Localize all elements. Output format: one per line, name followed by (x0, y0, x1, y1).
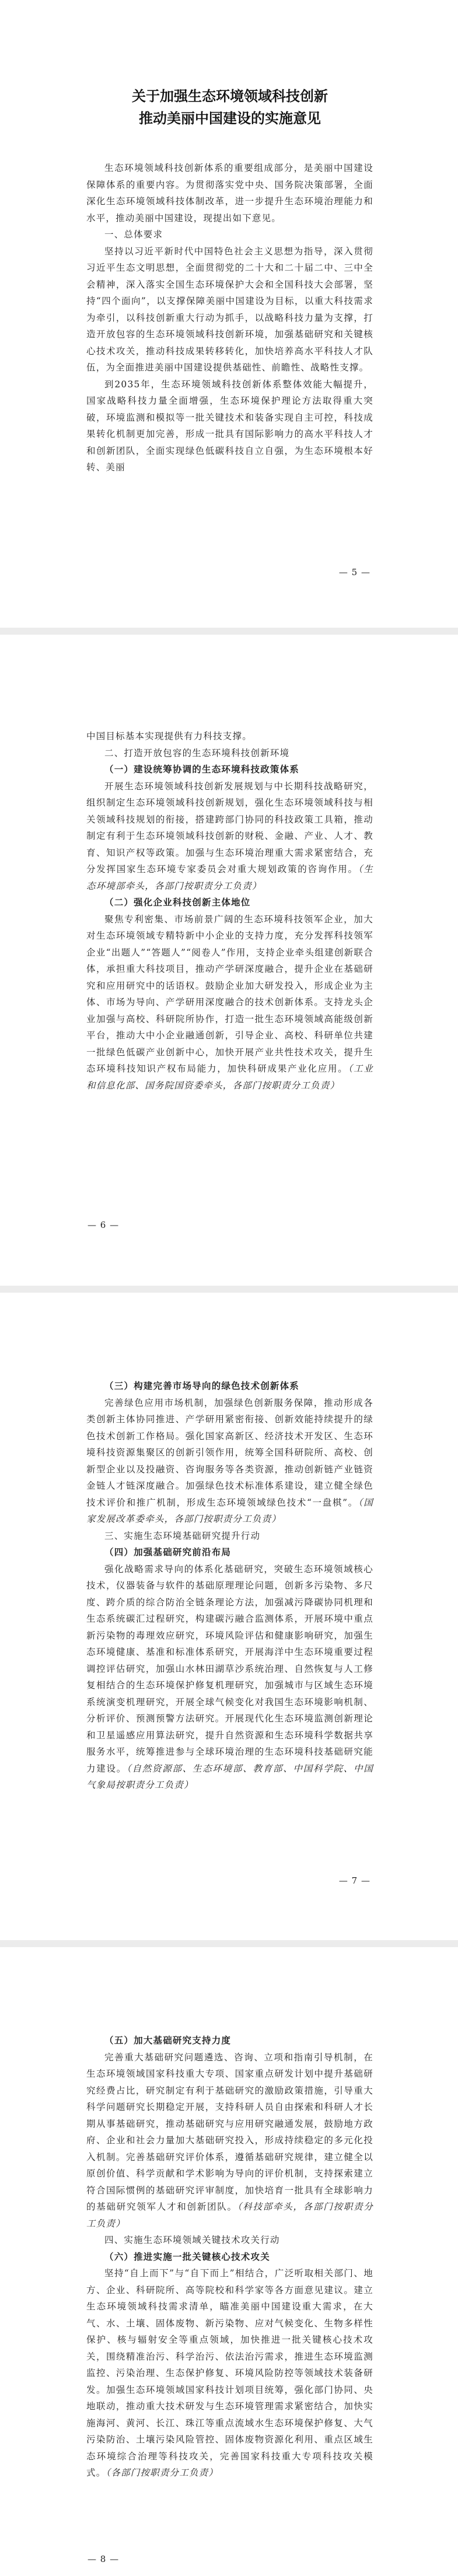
subsection-heading-5: （五）加大基础研究支持力度 (104, 2035, 232, 2046)
page-number: — 6 — (88, 1220, 120, 1230)
subsection-heading-4: （四）加强基础研究前沿布局 (104, 1546, 232, 1558)
page-number: — 8 — (88, 2554, 120, 2564)
paragraph (86, 2049, 373, 2232)
paragraph: 到2035年，生态环境领域科技创新体系整体效能大幅提升，国家战略科技力量全面增强，生态环境保护理论方法取得重大突破，环境监测和模拟等一批关键技术和装备实现自主可控，科技成果转化机制更加完善，形成一批具有国际影响力的高水平科技人才和创新团队，全面实现绿色低碳科技自立自强，为生态环境根本好转、美丽 (86, 379, 373, 473)
subsection-heading-2: （二）强化企业科技创新主体地位 (104, 897, 251, 908)
section-heading-1: 一、总体要求 (104, 229, 163, 240)
paragraph (86, 778, 373, 895)
paragraph (86, 1395, 373, 1528)
responsibility-note: （生态环境部牵头，各部门按职责分工负责） (86, 864, 373, 891)
page-number: — 7 — (338, 1875, 370, 1886)
paragraph (86, 1561, 373, 1794)
section-heading-4: 四、实施生态环境领域关键技术攻关行动 (104, 2235, 280, 2245)
section-heading-3: 三、实施生态环境基础研究提升行动 (104, 1530, 261, 1541)
paragraph: 坚持以习近平新时代中国特色社会主义思想为指导，深入贯彻习近平生态文明思想，全面贯彻党的二十大和二十届二中、三中全会精神，深入落实全国生态环境保护大会和全国科技大会部署，坚持“四个面向”，以支撑保障美丽中国建设为目标，以重大科技需求为牵引，以科技创新重大行动为抓手，以战略科技力量为支撑，打造开放包容的生态环境领域科技创新环境，加强基础研究和关键核心技术攻关，推动科技成果转移转化，加快培养高水平科技人才队伍，为全面推进美丽中国建设提供基础性、前瞻性、战略性支撑。 (86, 246, 373, 373)
page-1 (0, 0, 458, 628)
responsibility-note: （工业和信息化部、国务院国资委牵头，各部门按职责分工负责） (86, 1063, 373, 1091)
page-separator (0, 628, 458, 635)
subsection-heading-3: （三）构建完善市场导向的绿色技术创新体系 (104, 1380, 300, 1391)
document-title (86, 85, 373, 130)
subsection-heading-6: （六）推进实施一批关键核心技术攻关 (104, 2250, 270, 2262)
page-number: — 5 — (338, 567, 370, 578)
section-heading-2: 二、打造开放包容的生态环境科技创新环境 (104, 747, 290, 758)
paragraph-text: 聚焦专利密集、市场前景广阔的生态环境科技领军企业，加大对生态环境领域专精特新中小企业的支持力度，充分发挥科技领军企业“出题人”“答题人”“阅卷人”作用，支持企业牵头组建创新联合体，承担重大科技项目，推动产学研深度融合，提升企业在基础研究和应用研究中的话语权。鼓励企业加大研发投入，形成企业为主体、市场为导向、产学研用深度融合的技术创新体系。支持龙头企业加强与高校、科研院所协作，打造一批生态环境领域高能级创新平台，推动大中小企业融通创新，引导企业、高校、科研单位共建一批绿色低碳产业创新中心，加快开展产业共性技术攻关，提升生态环境科技知识产权布局能力，加快科研成果产业化应用。 (86, 914, 373, 1074)
page-3 (0, 1293, 458, 1940)
paragraph-text: 完善重大基础研究问题遴选、咨询、立项和指南引导机制，在生态环境领域国家科技重大专项、国家重点研发计划中提升基础研究经费占比，研究制定有利于基础研究的激励政策措施，引导重大科学问题研究长期稳定开展，支持科研人员自由探索和科研人才长期从事基础研究，推动基础研究与应用研究融通发展，鼓励地方政府、企业和社会力量加大基础研究投入，形成持续稳定的多元化投入机制。完善基础研究评价体系，遵循基础研究规律，建立健全以原创价值、科学贡献和学术影响为导向的评价机制，支持探索建立符合国际惯例的基础研究评审制度，加快培育一批具有全球影响力的基础研究领军人才和创新团队。 (86, 2052, 373, 2212)
responsibility-note: （自然资源部、生态环境部、教育部、中国科学院、中国气象局按职责分工负责） (86, 1763, 373, 1790)
paragraph-text: 强化战略需求导向的体系化基础研究，突破生态环境领域核心技术，仪器装备与软件的基础原理理论问题，创新多污染物、多尺度、跨介质的综合防治全链条理论方法，加强减污降碳协同机理和生态系统碳汇过程研究，构建碳污融合监测体系，开展环境中重点新污染物的毒理效应研究，环境风险评估和健康影响研究，加强生态环境健康、基准和标准体系研究，开展海洋中生态环境重要过程调控评估研究，加强山水林田湖草沙系统治理、自然恢复与人工修复相结合的生态环境保护修复机理研究，加强城市与区域生态环境系统演变机理研究，开展全球气候变化对我国生态环境影响机制、分析评价、预测预警方法研究。开展现代化生态环境监测创新理论和卫星遥感应用算法研究，提升自然资源和生态环境科学数据共享服务水平，统筹推进参与全球环境治理的生态环境科技基础研究能力建设。 (86, 1563, 373, 1774)
page-separator (0, 1940, 458, 1947)
paragraph (86, 911, 373, 1094)
paragraph-text: 坚持“自上而下”与“自下而上”相结合，广泛听取相关部门、地方、企业、科研院所、高等院校和科学家等各方面意见建议。建立生态环境领域科技需求清单，瞄准美丽中国建设重大需求，在大气、水、土壤、固体废物、新污染物、应对气候变化、生物多样性保护、核与辐射安全等重点领域，加快推进一批关键核心技术攻关，围绕精准治污、科学治污、依法治污需求，推进生态环境监测监控、污染治理、生态保护修复、环境风险防控等领域技术装备研发。加强生态环境领域国家科技计划项目统筹，强化部门协同、央地联动，推动重大技术研发与生态环境管理需求紧密结合，加快实施海河、黄河、长江、珠江等重点流域水生态环境保护修复、大气污染防治、土壤污染风险管控、固体废物资源化利用、重点区域生态环境综合治理等科技攻关，完善国家科技重大专项科技攻关模式。 (86, 2268, 373, 2478)
responsibility-note: （各部门按职责分工负责） (106, 2468, 219, 2478)
responsibility-note: （科技部牵头，各部门按职责分工负责） (86, 2202, 373, 2229)
paragraph-text: 开展生态环境领域科技创新发展规划与中长期科技战略研究，组织制定生态环境领域科技创新规划，强化生态环境领域科技与相关领域科技规划的衔接，搭建跨部门协同的科技政策工具箱，推动制定有利于生态环境领域科技创新的财税、金融、产业、人才、教育、知识产权等政策。加强与生态环境治理重大需求紧密结合，充分发挥国家生态环境专家委员会对重大规划政策的咨询作用。 (86, 780, 373, 874)
paragraph (86, 2265, 373, 2482)
paragraph-text: 完善绿色应用市场机制，加强绿色创新服务保障，推动形成各类创新主体协同推进、产学研用紧密衔接、创新效能持续提升的绿色技术创新工作格局。强化国家高新区、经济技术开发区、生态环境科技资源集聚区的创新引领作用，统筹全国科研院所、高校、创新型企业以及投融资、咨询服务等各类资源，推动创新链产业链资金链人才链深度融合。加强绿色技术标准体系建设，建立健全绿色技术评价和推广机制，形成生态环境领域绿色技术“一盘棋”。 (86, 1397, 373, 1508)
page-2 (0, 635, 458, 1286)
title-line-2: 推动美丽中国建设的实施意见 (139, 110, 321, 127)
responsibility-note: （国家发展改革委牵头，各部门按职责分工负责） (86, 1497, 374, 1524)
page-separator (0, 1286, 458, 1293)
page-4 (0, 1947, 458, 2576)
title-line-1: 关于加强生态环境领域科技创新 (132, 88, 328, 104)
intro-paragraph: 生态环境领域科技创新体系的重要组成部分，是美丽中国建设保障体系的重要内容。为贯彻落实党中央、国务院决策部署，全面深化生态环境领域科技体制改革，进一步提升生态环境治理能力和水平，推动美丽中国建设，现提出如下意见。 (86, 163, 373, 223)
paragraph: 中国目标基本实现提供有力科技支撑。 (86, 731, 252, 741)
subsection-heading-1: （一）建设统筹协调的生态环境科技政策体系 (104, 764, 300, 775)
